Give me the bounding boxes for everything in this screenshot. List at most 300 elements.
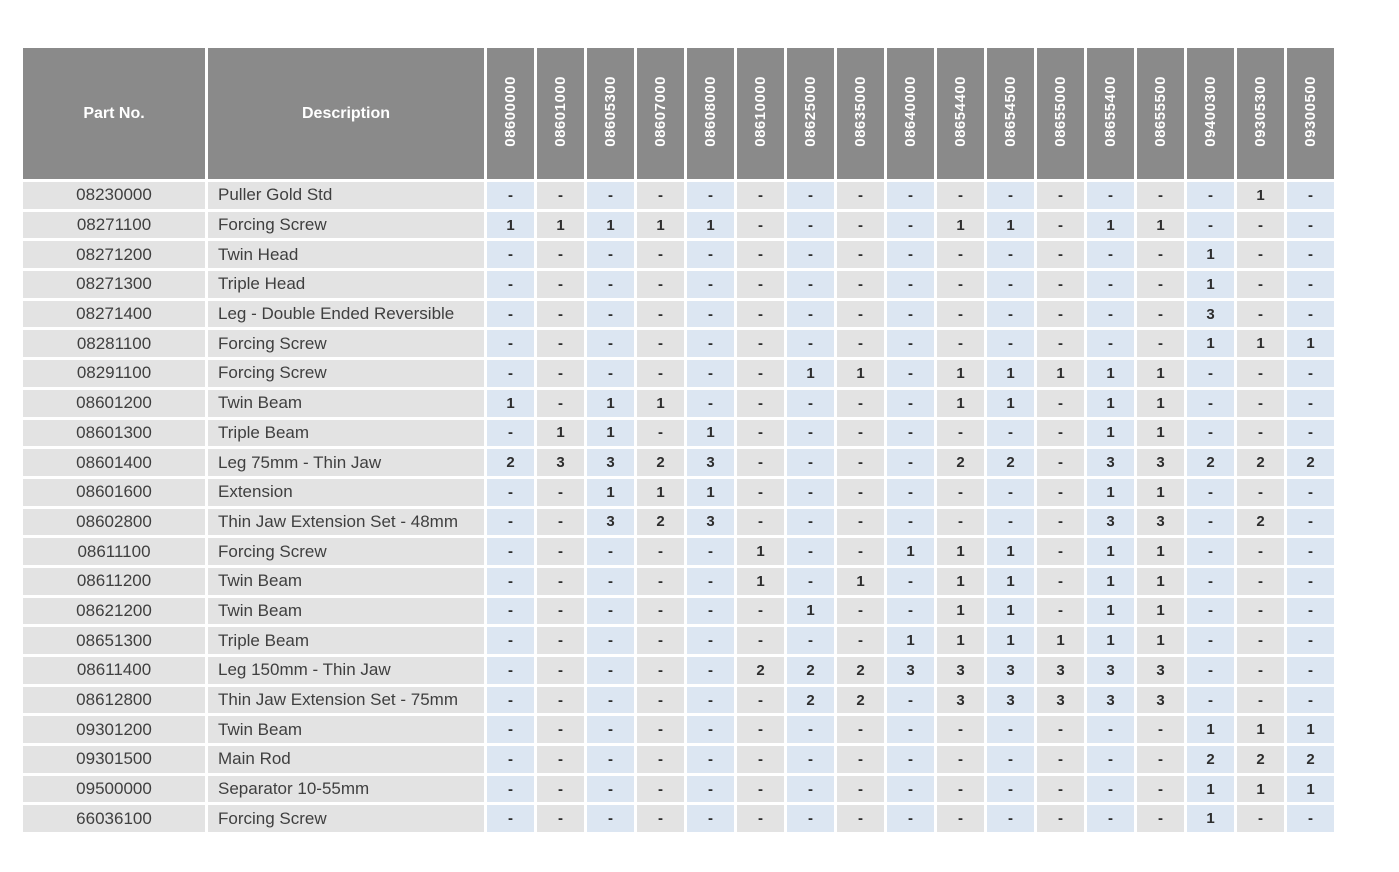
quantity-cell: - — [587, 360, 634, 387]
quantity-cell: - — [937, 805, 984, 832]
quantity-cell: - — [737, 449, 784, 476]
quantity-cell: - — [487, 360, 534, 387]
quantity-cell: - — [987, 420, 1034, 447]
table-header-row — [23, 48, 1334, 179]
quantity-cell: 3 — [1087, 449, 1134, 476]
quantity-cell: 1 — [637, 212, 684, 239]
quantity-cell: - — [1287, 241, 1334, 268]
quantity-cell: 2 — [787, 687, 834, 714]
quantity-cell: 1 — [1137, 538, 1184, 565]
quantity-cell: - — [487, 509, 534, 536]
quantity-cell: - — [987, 301, 1034, 328]
quantity-cell: - — [487, 420, 534, 447]
quantity-cell: 1 — [937, 360, 984, 387]
quantity-cell: - — [837, 390, 884, 417]
set-number-label: 08605300 — [602, 75, 619, 147]
set-number-label: 09400300 — [1202, 75, 1219, 147]
quantity-cell: - — [737, 212, 784, 239]
quantity-cell: - — [487, 538, 534, 565]
quantity-cell: 1 — [1037, 627, 1084, 654]
quantity-cell: - — [687, 657, 734, 684]
quantity-cell: 1 — [937, 568, 984, 595]
part-no-cell: 08611400 — [23, 657, 205, 684]
quantity-cell: - — [787, 479, 834, 506]
quantity-cell: 3 — [1137, 687, 1184, 714]
quantity-cell: 2 — [637, 509, 684, 536]
quantity-cell: - — [1287, 598, 1334, 625]
part-no-cell: 08271300 — [23, 271, 205, 298]
quantity-cell: - — [587, 687, 634, 714]
description-cell: Leg - Double Ended Reversible — [208, 301, 484, 328]
table-row-08271400 — [23, 301, 1334, 328]
quantity-cell: 3 — [1037, 657, 1084, 684]
quantity-cell: - — [737, 598, 784, 625]
quantity-cell: - — [1187, 420, 1234, 447]
quantity-cell: 3 — [1137, 449, 1184, 476]
quantity-cell: - — [787, 805, 834, 832]
quantity-cell: 1 — [1287, 776, 1334, 803]
quantity-cell: 1 — [1237, 182, 1284, 209]
set-number-label: 08601000 — [552, 75, 569, 147]
quantity-cell: - — [537, 687, 584, 714]
quantity-cell: - — [637, 271, 684, 298]
quantity-cell: - — [837, 805, 884, 832]
quantity-cell: - — [1187, 538, 1234, 565]
table-row-08601600 — [23, 479, 1334, 506]
quantity-cell: 2 — [1187, 449, 1234, 476]
table-row-08651300 — [23, 627, 1334, 654]
table-row-08621200 — [23, 598, 1334, 625]
quantity-cell: - — [987, 330, 1034, 357]
quantity-cell: 1 — [987, 538, 1034, 565]
quantity-cell: - — [487, 241, 534, 268]
quantity-cell: 1 — [687, 212, 734, 239]
quantity-cell: - — [587, 657, 634, 684]
quantity-cell: - — [737, 390, 784, 417]
quantity-cell: - — [987, 805, 1034, 832]
quantity-cell: - — [1237, 627, 1284, 654]
quantity-cell: - — [787, 420, 834, 447]
column-header-set-08608000 — [687, 48, 734, 179]
quantity-cell: 1 — [637, 390, 684, 417]
set-number-label: 08610000 — [752, 75, 769, 147]
quantity-cell: - — [787, 746, 834, 773]
quantity-cell: - — [1137, 271, 1184, 298]
table-row-08611100 — [23, 538, 1334, 565]
description-cell: Forcing Screw — [208, 538, 484, 565]
quantity-cell: - — [587, 627, 634, 654]
quantity-cell: - — [787, 271, 834, 298]
quantity-cell: - — [1287, 568, 1334, 595]
quantity-cell: - — [887, 390, 934, 417]
quantity-cell: - — [537, 776, 584, 803]
quantity-cell: - — [937, 182, 984, 209]
quantity-cell: 1 — [1087, 420, 1134, 447]
quantity-cell: - — [737, 716, 784, 743]
quantity-cell: - — [1287, 538, 1334, 565]
quantity-cell: - — [837, 627, 884, 654]
quantity-cell: - — [1287, 301, 1334, 328]
table-row-09301500 — [23, 746, 1334, 773]
quantity-cell: - — [1237, 568, 1284, 595]
column-header-set-09305300 — [1237, 48, 1284, 179]
quantity-cell: - — [1087, 805, 1134, 832]
table-row-08612800 — [23, 687, 1334, 714]
quantity-cell: - — [687, 598, 734, 625]
quantity-cell: - — [637, 241, 684, 268]
quantity-cell: - — [487, 301, 534, 328]
quantity-cell: - — [887, 776, 934, 803]
quantity-cell: - — [837, 716, 884, 743]
quantity-cell: - — [687, 360, 734, 387]
quantity-cell: 1 — [1237, 776, 1284, 803]
description-cell: Main Rod — [208, 746, 484, 773]
quantity-cell: 1 — [1287, 330, 1334, 357]
quantity-cell: - — [587, 241, 634, 268]
quantity-cell: - — [887, 241, 934, 268]
quantity-cell: - — [1287, 360, 1334, 387]
set-number-label: 08625000 — [802, 75, 819, 147]
quantity-cell: 2 — [837, 657, 884, 684]
part-no-cell: 08271200 — [23, 241, 205, 268]
description-cell: Twin Beam — [208, 598, 484, 625]
part-no-cell: 08271100 — [23, 212, 205, 239]
quantity-cell: 1 — [1087, 568, 1134, 595]
quantity-cell: - — [687, 716, 734, 743]
description-cell: Twin Head — [208, 241, 484, 268]
quantity-cell: 3 — [937, 687, 984, 714]
quantity-cell: - — [787, 182, 834, 209]
quantity-cell: - — [687, 182, 734, 209]
part-no-cell: 08601200 — [23, 390, 205, 417]
quantity-cell: - — [737, 479, 784, 506]
quantity-cell: - — [537, 390, 584, 417]
quantity-cell: - — [637, 716, 684, 743]
quantity-cell: - — [837, 330, 884, 357]
quantity-cell: 1 — [987, 360, 1034, 387]
quantity-cell: - — [937, 509, 984, 536]
quantity-cell: - — [487, 627, 534, 654]
quantity-cell: - — [587, 746, 634, 773]
quantity-cell: 1 — [1087, 390, 1134, 417]
description-cell: Forcing Screw — [208, 360, 484, 387]
quantity-cell: - — [637, 538, 684, 565]
quantity-cell: 2 — [637, 449, 684, 476]
quantity-cell: - — [537, 746, 584, 773]
quantity-cell: - — [1287, 182, 1334, 209]
table-row-08230000 — [23, 182, 1334, 209]
quantity-cell: 1 — [1087, 212, 1134, 239]
column-header-set-08655400 — [1087, 48, 1134, 179]
quantity-cell: - — [1037, 449, 1084, 476]
table-row-09500000 — [23, 776, 1334, 803]
quantity-cell: - — [937, 271, 984, 298]
quantity-cell: - — [1037, 241, 1084, 268]
quantity-cell: - — [737, 241, 784, 268]
quantity-cell: 1 — [1137, 212, 1184, 239]
quantity-cell: - — [537, 479, 584, 506]
quantity-cell: 1 — [987, 390, 1034, 417]
part-no-cell: 09500000 — [23, 776, 205, 803]
quantity-cell: - — [1287, 212, 1334, 239]
table-row-08601200 — [23, 390, 1334, 417]
quantity-cell: - — [787, 212, 834, 239]
quantity-cell: - — [1237, 479, 1284, 506]
quantity-cell: - — [637, 687, 684, 714]
quantity-cell: - — [1037, 509, 1084, 536]
quantity-cell: - — [1237, 271, 1284, 298]
description-cell: Triple Beam — [208, 420, 484, 447]
quantity-cell: - — [1087, 746, 1134, 773]
quantity-cell: - — [1187, 360, 1234, 387]
quantity-cell: 1 — [587, 479, 634, 506]
quantity-cell: - — [737, 360, 784, 387]
quantity-cell: - — [487, 687, 534, 714]
quantity-cell: - — [1037, 182, 1084, 209]
quantity-cell: - — [787, 568, 834, 595]
set-number-label: 09300500 — [1302, 75, 1319, 147]
quantity-cell: - — [687, 627, 734, 654]
quantity-cell: - — [1087, 271, 1134, 298]
quantity-cell: - — [937, 716, 984, 743]
quantity-cell: - — [787, 449, 834, 476]
quantity-cell: - — [937, 241, 984, 268]
table-row-08281100 — [23, 330, 1334, 357]
quantity-cell: - — [937, 776, 984, 803]
quantity-cell: - — [637, 360, 684, 387]
quantity-cell: 1 — [1187, 271, 1234, 298]
column-header-set-08600000 — [487, 48, 534, 179]
quantity-cell: - — [537, 657, 584, 684]
part-no-cell: 09301200 — [23, 716, 205, 743]
quantity-cell: 1 — [1187, 241, 1234, 268]
quantity-cell: - — [837, 420, 884, 447]
quantity-cell: - — [1087, 241, 1134, 268]
quantity-cell: 1 — [587, 420, 634, 447]
quantity-cell: - — [537, 301, 584, 328]
quantity-cell: - — [837, 449, 884, 476]
quantity-cell: - — [537, 509, 584, 536]
quantity-cell: 1 — [937, 538, 984, 565]
quantity-cell: - — [687, 746, 734, 773]
quantity-cell: - — [637, 568, 684, 595]
quantity-cell: - — [1187, 509, 1234, 536]
column-header-set-09300500 — [1287, 48, 1334, 179]
set-number-label: 08655500 — [1152, 75, 1169, 147]
quantity-cell: 1 — [787, 360, 834, 387]
quantity-cell: - — [887, 301, 934, 328]
quantity-cell: - — [687, 241, 734, 268]
quantity-cell: - — [737, 746, 784, 773]
set-number-label: 08654400 — [952, 75, 969, 147]
set-number-label: 08655400 — [1102, 75, 1119, 147]
quantity-cell: 1 — [987, 568, 1034, 595]
quantity-cell: - — [887, 479, 934, 506]
quantity-cell: 2 — [1237, 449, 1284, 476]
quantity-cell: - — [1137, 301, 1184, 328]
quantity-cell: - — [1137, 330, 1184, 357]
quantity-cell: 1 — [1137, 390, 1184, 417]
quantity-cell: - — [1287, 627, 1334, 654]
quantity-cell: - — [837, 212, 884, 239]
quantity-cell: - — [687, 271, 734, 298]
quantity-cell: - — [637, 746, 684, 773]
quantity-cell: - — [587, 538, 634, 565]
description-cell: Twin Beam — [208, 716, 484, 743]
quantity-cell: - — [1037, 420, 1084, 447]
quantity-cell: - — [1187, 182, 1234, 209]
quantity-cell: - — [987, 479, 1034, 506]
quantity-cell: 3 — [1037, 687, 1084, 714]
quantity-cell: 1 — [1187, 716, 1234, 743]
quantity-cell: - — [637, 657, 684, 684]
quantity-cell: - — [487, 805, 534, 832]
set-number-label: 08655000 — [1052, 75, 1069, 147]
quantity-cell: 1 — [887, 538, 934, 565]
column-header-set-08635000 — [837, 48, 884, 179]
quantity-cell: 2 — [1287, 746, 1334, 773]
quantity-cell: - — [637, 598, 684, 625]
quantity-cell: 1 — [937, 598, 984, 625]
quantity-cell: - — [837, 776, 884, 803]
quantity-cell: - — [837, 509, 884, 536]
quantity-cell: - — [987, 241, 1034, 268]
quantity-cell: - — [1287, 420, 1334, 447]
quantity-cell: - — [1037, 716, 1084, 743]
quantity-cell: - — [1287, 805, 1334, 832]
column-header-part-no: Part No. — [23, 48, 205, 179]
quantity-cell: - — [887, 271, 934, 298]
part-no-cell: 08651300 — [23, 627, 205, 654]
quantity-cell: 1 — [937, 390, 984, 417]
quantity-cell: - — [1137, 776, 1184, 803]
quantity-cell: 3 — [1087, 509, 1134, 536]
quantity-cell: 1 — [1187, 776, 1234, 803]
quantity-cell: - — [887, 212, 934, 239]
quantity-cell: 1 — [1087, 479, 1134, 506]
quantity-cell: 1 — [1037, 360, 1084, 387]
description-cell: Triple Head — [208, 271, 484, 298]
table-row-08602800 — [23, 509, 1334, 536]
quantity-cell: - — [837, 182, 884, 209]
set-number-label: 08600000 — [502, 75, 519, 147]
quantity-cell: - — [487, 271, 534, 298]
quantity-cell: - — [1237, 420, 1284, 447]
quantity-cell: - — [737, 182, 784, 209]
part-no-cell: 08230000 — [23, 182, 205, 209]
description-cell: Puller Gold Std — [208, 182, 484, 209]
quantity-cell: 3 — [587, 449, 634, 476]
quantity-cell: - — [1187, 687, 1234, 714]
quantity-cell: - — [1287, 271, 1334, 298]
quantity-cell: - — [1287, 657, 1334, 684]
quantity-cell: - — [1087, 776, 1134, 803]
quantity-cell: - — [887, 805, 934, 832]
quantity-cell: - — [487, 657, 534, 684]
quantity-cell: - — [1287, 390, 1334, 417]
quantity-cell: 1 — [1137, 420, 1184, 447]
quantity-cell: - — [1287, 509, 1334, 536]
quantity-cell: - — [787, 538, 834, 565]
quantity-cell: - — [487, 746, 534, 773]
quantity-cell: 3 — [1137, 509, 1184, 536]
column-header-set-08610000 — [737, 48, 784, 179]
quantity-cell: - — [837, 301, 884, 328]
column-header-set-08654500 — [987, 48, 1034, 179]
quantity-cell: - — [1237, 241, 1284, 268]
table-row-08611200 — [23, 568, 1334, 595]
quantity-cell: - — [737, 627, 784, 654]
quantity-cell: 1 — [637, 479, 684, 506]
quantity-cell: - — [887, 598, 934, 625]
description-cell: Leg 150mm - Thin Jaw — [208, 657, 484, 684]
quantity-cell: - — [537, 182, 584, 209]
column-header-set-08654400 — [937, 48, 984, 179]
part-no-cell: 08611200 — [23, 568, 205, 595]
quantity-cell: - — [587, 182, 634, 209]
set-number-label: 09305300 — [1252, 75, 1269, 147]
quantity-cell: - — [787, 330, 834, 357]
quantity-cell: - — [537, 271, 584, 298]
part-no-cell: 08291100 — [23, 360, 205, 387]
quantity-cell: - — [787, 241, 834, 268]
quantity-cell: - — [1237, 360, 1284, 387]
quantity-cell: - — [787, 716, 834, 743]
quantity-cell: 3 — [1087, 657, 1134, 684]
column-header-set-08605300 — [587, 48, 634, 179]
quantity-cell: - — [637, 182, 684, 209]
quantity-cell: 1 — [1137, 360, 1184, 387]
quantity-cell: 1 — [787, 598, 834, 625]
description-cell: Extension — [208, 479, 484, 506]
quantity-cell: - — [587, 716, 634, 743]
quantity-cell: - — [587, 568, 634, 595]
quantity-cell: - — [637, 330, 684, 357]
quantity-cell: - — [687, 330, 734, 357]
description-cell: Leg 75mm - Thin Jaw — [208, 449, 484, 476]
quantity-cell: 2 — [487, 449, 534, 476]
quantity-cell: - — [637, 420, 684, 447]
quantity-cell: 3 — [687, 449, 734, 476]
quantity-cell: - — [837, 746, 884, 773]
quantity-cell: - — [987, 776, 1034, 803]
quantity-cell: 1 — [837, 568, 884, 595]
column-header-set-08625000 — [787, 48, 834, 179]
table-header — [23, 48, 1334, 179]
description-cell: Forcing Screw — [208, 805, 484, 832]
quantity-cell: - — [1087, 330, 1134, 357]
quantity-cell: - — [487, 776, 534, 803]
quantity-cell: - — [1037, 271, 1084, 298]
quantity-cell: - — [1037, 479, 1084, 506]
quantity-cell: 1 — [737, 538, 784, 565]
quantity-cell: - — [787, 390, 834, 417]
part-no-cell: 66036100 — [23, 805, 205, 832]
quantity-cell: - — [1237, 301, 1284, 328]
quantity-cell: - — [737, 509, 784, 536]
quantity-cell: 1 — [737, 568, 784, 595]
quantity-cell: - — [937, 420, 984, 447]
quantity-cell: 1 — [687, 420, 734, 447]
parts-compatibility-table — [20, 45, 1337, 835]
quantity-cell: 1 — [887, 627, 934, 654]
quantity-cell: - — [787, 627, 834, 654]
part-no-cell: 08612800 — [23, 687, 205, 714]
quantity-cell: - — [1237, 687, 1284, 714]
description-cell: Twin Beam — [208, 390, 484, 417]
set-number-label: 08608000 — [702, 75, 719, 147]
part-no-cell: 08602800 — [23, 509, 205, 536]
